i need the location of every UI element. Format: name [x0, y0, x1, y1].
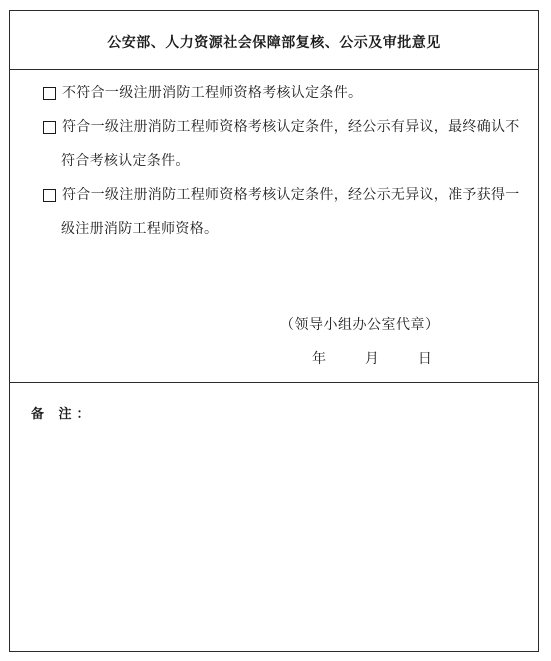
stamp-note: （领导小组办公室代章）: [280, 317, 440, 333]
option-not-qualified: [43, 76, 526, 110]
option-text-continued: 级注册消防工程师资格。: [61, 221, 219, 237]
checkbox-not-qualified[interactable]: [43, 87, 56, 100]
option-text: 符合一级注册消防工程师资格考核认定条件，经公示无异议，准予获得一: [62, 187, 520, 203]
date-day: 日: [417, 351, 432, 367]
option-objection: [43, 110, 526, 178]
remarks-section[interactable]: [10, 383, 538, 651]
date-year: 年: [312, 351, 326, 367]
date-line: [312, 348, 432, 368]
section-header: [10, 11, 538, 70]
checkbox-approved[interactable]: [43, 189, 56, 202]
remarks-label: 备 注：: [31, 407, 95, 422]
option-text: 不符合一级注册消防工程师资格考核认定条件。: [62, 85, 363, 101]
option-text: 符合一级注册消防工程师资格考核认定条件，经公示有异议，最终确认不: [62, 119, 520, 135]
option-approved: [43, 178, 526, 246]
option-text-continued: 符合考核认定条件。: [61, 153, 190, 169]
section-title: 公安部、人力资源社会保障部复核、公示及审批意见: [107, 35, 441, 51]
approval-form: [9, 10, 539, 652]
decision-section: [10, 70, 538, 383]
date-month: 月: [364, 351, 379, 367]
checkbox-objection[interactable]: [43, 121, 56, 134]
